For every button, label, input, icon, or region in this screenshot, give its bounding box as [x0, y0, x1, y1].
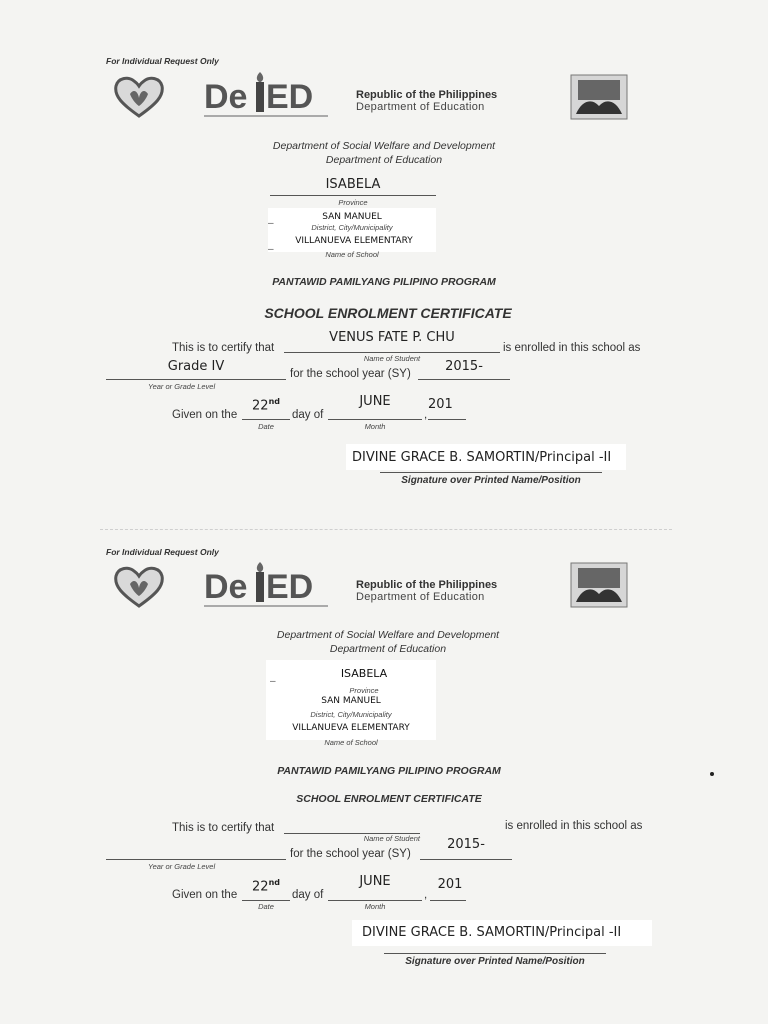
- svg-text:De: De: [204, 568, 248, 606]
- grade-line: [106, 859, 286, 860]
- day-of-text: day of: [292, 889, 324, 901]
- dswd-heart-logo: [112, 74, 166, 118]
- svg-text:ED: ED: [266, 78, 314, 116]
- deped-logo: [202, 560, 332, 612]
- day-value: [242, 878, 290, 894]
- student-value: VENUS FATE P. CHU: [329, 330, 455, 345]
- republic-title: Republic of the Philippines: [356, 579, 498, 591]
- certificate-title: SCHOOL ENROLMENT CERTIFICATE: [296, 793, 482, 805]
- grade-line: [106, 379, 286, 380]
- year-line: [430, 900, 466, 901]
- day-suffix: nd: [268, 397, 280, 406]
- republic-title: Republic of the Philippines: [356, 89, 498, 101]
- certificate-title: SCHOOL ENROLMENT CERTIFICATE: [264, 305, 512, 321]
- enrolled-text: is enrolled in this school as: [505, 820, 643, 832]
- signature-caption: Signature over Printed Name/Position: [401, 475, 581, 486]
- comma-text: ,: [424, 889, 428, 901]
- dash-mark: –: [268, 218, 274, 229]
- day-number: 22: [252, 879, 269, 895]
- school-value: VILLANUEVA ELEMENTARY: [292, 723, 410, 733]
- year-line: [428, 419, 466, 420]
- month-line: [328, 419, 422, 420]
- request-note: For Individual Request Only: [106, 56, 219, 66]
- pantawid-seal-logo: [570, 562, 628, 608]
- signatory-value: DIVINE GRACE B. SAMORTIN/Principal -II: [352, 450, 612, 465]
- signature-caption: Signature over Printed Name/Position: [405, 956, 585, 967]
- signature-line: [380, 472, 602, 473]
- department-title: Department of Education: [356, 101, 485, 113]
- day-suffix: nd: [268, 878, 280, 887]
- dash-mark: –: [270, 676, 276, 687]
- dash-mark: –: [268, 244, 274, 255]
- certificate-bottom: [0, 490, 768, 990]
- province-value: ISABELA: [325, 177, 381, 192]
- comma-text: ,: [424, 409, 428, 421]
- date-caption: Date: [258, 422, 274, 431]
- day-number: 22: [252, 398, 269, 414]
- district-value: SAN MANUEL: [322, 212, 382, 222]
- program-title: PANTAWID PAMILYANG PILIPINO PROGRAM: [277, 765, 501, 777]
- school-year-value: 2015-: [447, 837, 485, 852]
- school-value: VILLANUEVA ELEMENTARY: [295, 236, 413, 246]
- request-note: For Individual Request Only: [106, 547, 219, 557]
- sy-text: for the school year (SY): [290, 848, 411, 860]
- scan-speck: [710, 772, 714, 776]
- month-caption: Month: [364, 902, 386, 911]
- signature-line: [384, 953, 606, 954]
- department-title: Department of Education: [356, 591, 485, 603]
- student-caption: Name of Student: [363, 834, 420, 843]
- pantawid-seal-logo: [570, 74, 628, 120]
- province-value: ISABELA: [340, 667, 388, 680]
- date-caption: Date: [258, 902, 274, 911]
- school-caption: Name of School: [324, 738, 378, 747]
- agency-line-1: Department of Social Welfare and Development: [272, 140, 496, 152]
- school-year-value: 2015-: [445, 359, 483, 374]
- month-caption: Month: [364, 422, 386, 431]
- student-line: [284, 352, 500, 353]
- district-caption: District, City/Municipality: [310, 710, 392, 719]
- enrolled-text: is enrolled in this school as: [503, 342, 641, 354]
- given-text: Given on the: [172, 889, 238, 901]
- agency-line-2: Department of Education: [325, 154, 443, 166]
- province-caption: Province: [349, 686, 379, 695]
- certify-text: This is to certify that: [172, 822, 275, 834]
- month-value: JUNE: [359, 874, 391, 889]
- grade-caption: Year or Grade Level: [148, 382, 216, 391]
- year-value: 201: [428, 397, 453, 412]
- agency-line-1: Department of Social Welfare and Development: [276, 629, 500, 641]
- day-of-text: day of: [292, 409, 324, 421]
- grade-caption: Year or Grade Level: [148, 862, 216, 871]
- signatory-value: DIVINE GRACE B. SAMORTIN/Principal -II: [362, 925, 622, 940]
- day-line: [242, 900, 290, 901]
- svg-text:ED: ED: [266, 568, 314, 606]
- sy-text: for the school year (SY): [290, 368, 411, 380]
- deped-logo: [202, 70, 332, 122]
- svg-text:De: De: [204, 78, 248, 116]
- school-caption: Name of School: [325, 250, 379, 259]
- agency-line-2: Department of Education: [329, 643, 447, 655]
- student-caption: Name of Student: [363, 354, 421, 363]
- certify-text: This is to certify that: [172, 342, 275, 354]
- given-text: Given on the: [172, 409, 238, 421]
- month-value: JUNE: [359, 394, 391, 409]
- district-value: SAN MANUEL: [321, 696, 381, 706]
- day-line: [242, 419, 290, 420]
- school-year-line: [420, 859, 512, 860]
- day-value: [242, 397, 290, 413]
- program-title: PANTAWID PAMILYANG PILIPINO PROGRAM: [272, 276, 496, 288]
- province-line: [270, 195, 436, 196]
- month-line: [328, 900, 422, 901]
- certificate-top: [0, 0, 768, 500]
- province-caption: Province: [338, 198, 368, 207]
- dswd-heart-logo: [112, 564, 166, 608]
- district-caption: District, City/Municipality: [311, 223, 393, 232]
- school-year-line: [418, 379, 510, 380]
- year-value: 201: [437, 877, 463, 892]
- grade-value: Grade IV: [167, 359, 225, 374]
